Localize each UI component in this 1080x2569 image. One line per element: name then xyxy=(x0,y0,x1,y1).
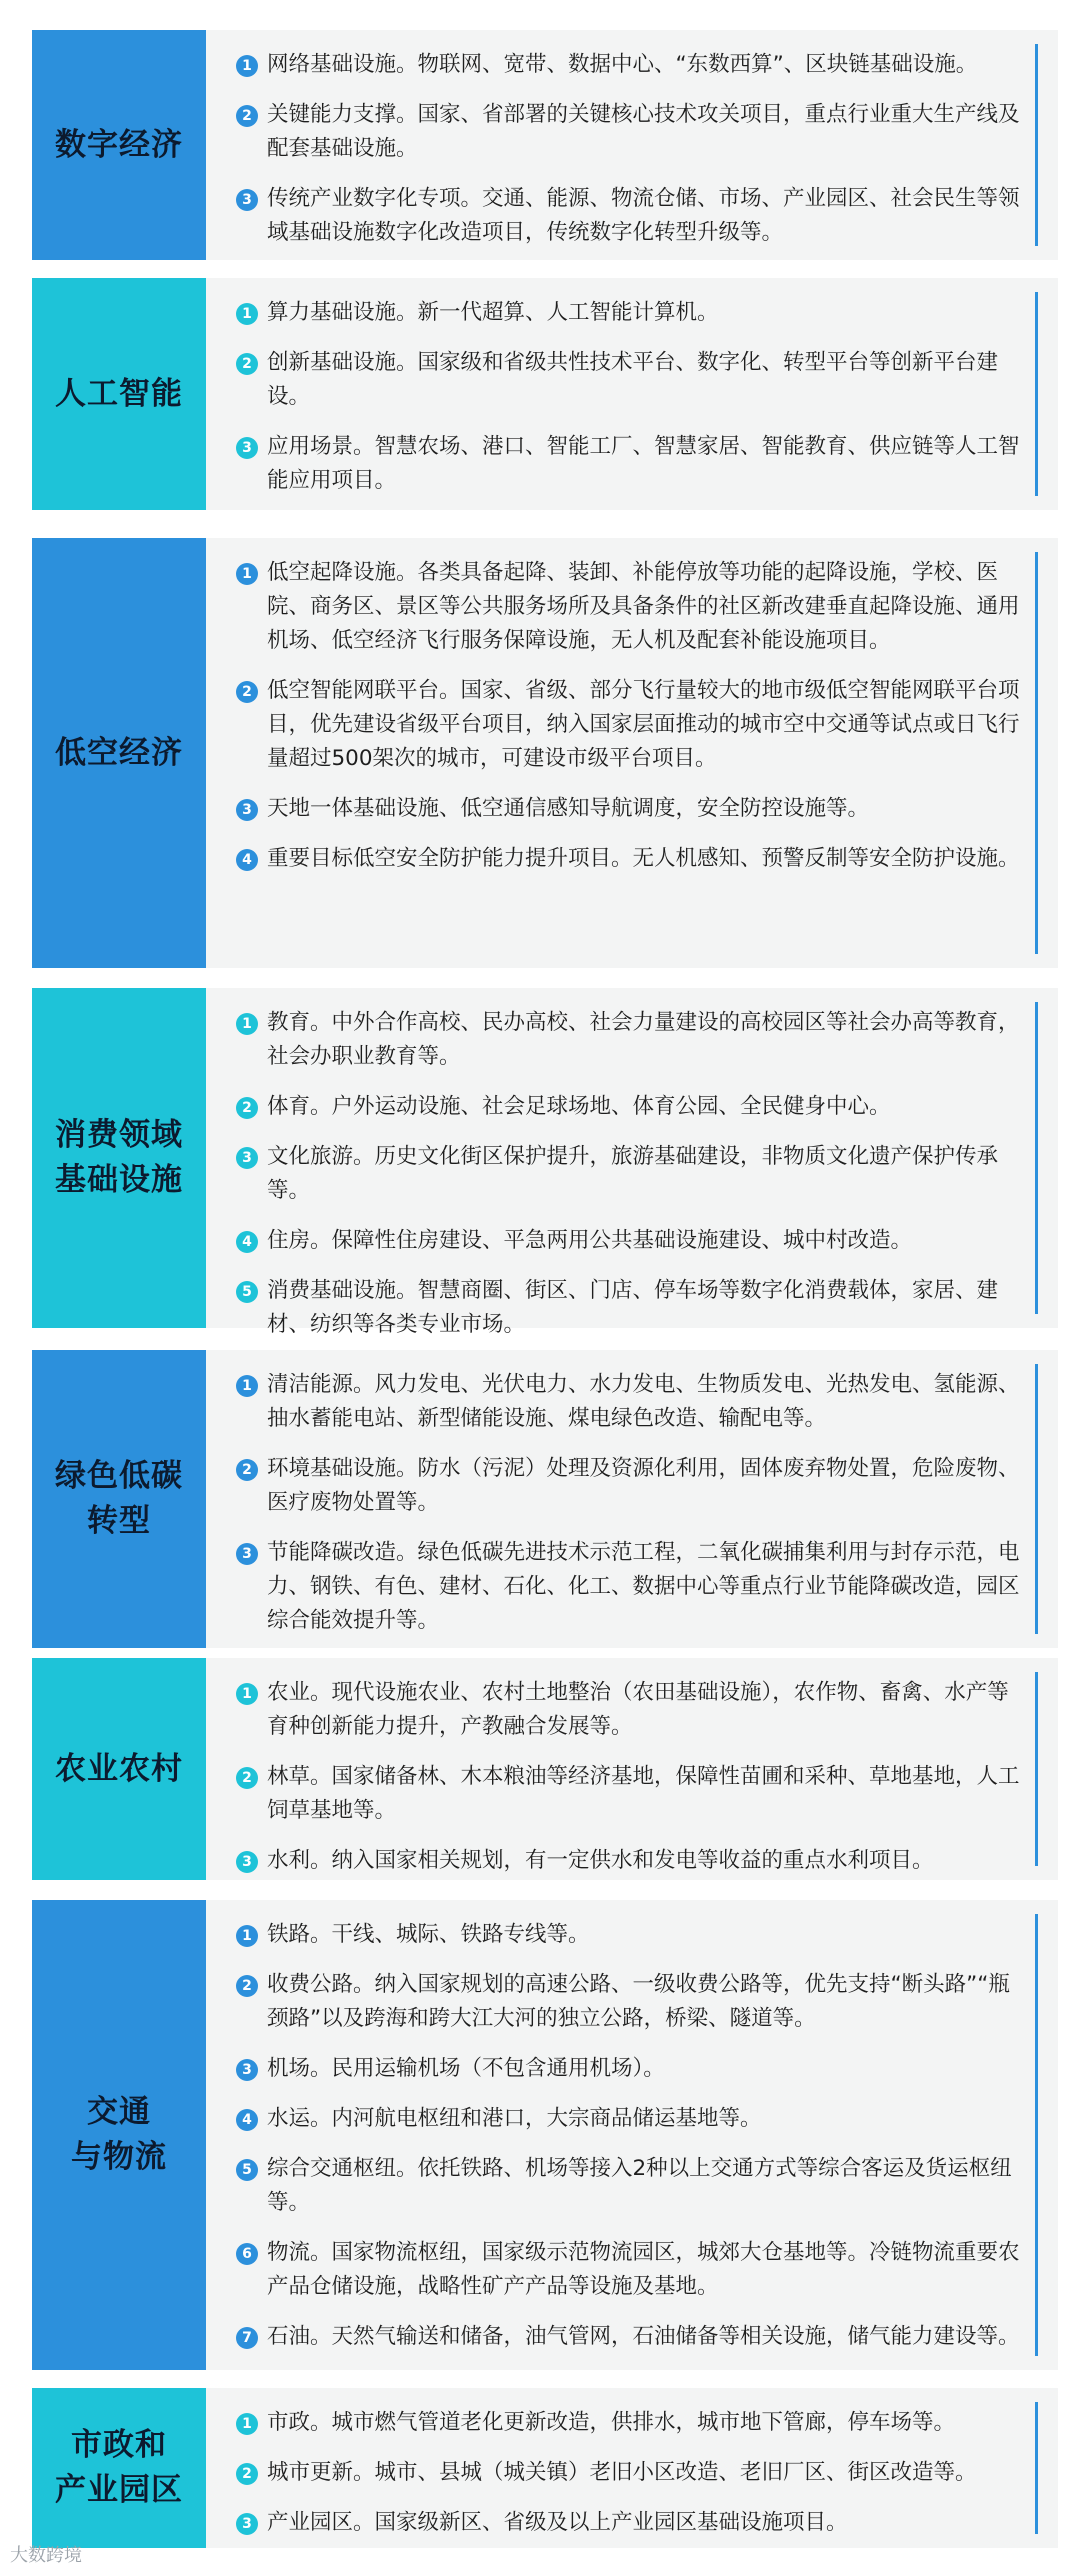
number-badge-icon: 2 xyxy=(236,105,258,127)
section-body xyxy=(206,538,1058,968)
number-badge-icon: 1 xyxy=(236,1683,258,1705)
section-label xyxy=(32,1350,206,1648)
number-badge-icon: 1 xyxy=(236,2413,258,2435)
item-text: 体育。户外运动设施、社会足球场地、体育公园、全民健身中心。 xyxy=(267,1094,891,1119)
item-text: 节能降碳改造。绿色低碳先进技术示范工程，二氧化碳捕集利用与封存示范，电力、钢铁、有色、建材、石化、化工、数据中心等重点行业节能降碳改造，园区综合能效提升等。 xyxy=(267,1540,1020,1633)
number-badge-icon: 2 xyxy=(236,2463,258,2485)
list-item xyxy=(236,1918,1028,1952)
number-badge-icon: 1 xyxy=(236,55,258,77)
section-label-line: 交通 xyxy=(87,2094,151,2130)
section-label xyxy=(32,538,206,968)
item-text: 算力基础设施。新一代超算、人工智能计算机。 xyxy=(267,300,719,325)
list-item xyxy=(236,1536,1028,1638)
number-badge-icon: 4 xyxy=(236,1231,258,1253)
section-3 xyxy=(32,538,1058,968)
list-item xyxy=(236,1090,1028,1124)
number-badge-icon: 3 xyxy=(236,799,258,821)
number-badge-icon: 3 xyxy=(236,2059,258,2081)
item-text: 应用场景。智慧农场、港口、智能工厂、智慧家居、智能教育、供应链等人工智能应用项目。 xyxy=(267,434,1020,493)
list-item xyxy=(236,2152,1028,2220)
number-badge-icon: 2 xyxy=(236,1097,258,1119)
section-body xyxy=(206,1900,1058,2370)
item-text: 农业。现代设施农业、农村土地整治（农田基础设施），农作物、畜禽、水产等育种创新能力提升，产教融合发展等。 xyxy=(267,1680,1009,1739)
item-text: 产业园区。国家级新区、省级及以上产业园区基础设施项目。 xyxy=(267,2510,848,2535)
number-badge-icon: 1 xyxy=(236,1375,258,1397)
section-label xyxy=(32,988,206,1328)
section-5 xyxy=(32,1350,1058,1648)
number-badge-icon: 1 xyxy=(236,1013,258,1035)
section-2 xyxy=(32,278,1058,510)
number-badge-icon: 3 xyxy=(236,1543,258,1565)
list-item xyxy=(236,1452,1028,1520)
number-badge-icon: 2 xyxy=(236,353,258,375)
list-item xyxy=(236,346,1028,414)
list-item xyxy=(236,2102,1028,2136)
number-badge-icon: 2 xyxy=(236,1459,258,1481)
number-badge-icon: 3 xyxy=(236,437,258,459)
section-7 xyxy=(32,1900,1058,2370)
section-body xyxy=(206,30,1058,260)
section-label xyxy=(32,1900,206,2370)
item-text: 水运。内河航电枢纽和港口，大宗商品储运基地等。 xyxy=(267,2106,762,2131)
item-text: 低空起降设施。各类具备起降、装卸、补能停放等功能的起降设施，学校、医院、商务区、景区等公共服务场所及具备条件的社区新改建垂直起降设施、通用机场、低空经济飞行服务保障设施，无人机及配套补能设施项目。 xyxy=(267,560,1020,653)
item-text: 重要目标低空安全防护能力提升项目。无人机感知、预警反制等安全防护设施。 xyxy=(267,846,1020,871)
item-text: 综合交通枢纽。依托铁路、机场等接入2种以上交通方式等综合客运及货运枢纽等。 xyxy=(267,2156,1012,2215)
list-item xyxy=(236,556,1028,658)
section-label-line: 与物流 xyxy=(71,2139,167,2175)
number-badge-icon: 2 xyxy=(236,681,258,703)
item-text: 收费公路。纳入国家规划的高速公路、一级收费公路等，优先支持“断头路”“瓶颈路”以及跨海和跨大江大河的独立公路，桥梁、隧道等。 xyxy=(267,1972,1010,2031)
section-6 xyxy=(32,1658,1058,1880)
number-badge-icon: 3 xyxy=(236,2513,258,2535)
item-text: 水利。纳入国家相关规划，有一定供水和发电等收益的重点水利项目。 xyxy=(267,1848,934,1873)
item-text: 市政。城市燃气管道老化更新改造，供排水，城市地下管廊，停车场等。 xyxy=(267,2410,956,2435)
item-text: 机场。民用运输机场（不包含通用机场）。 xyxy=(267,2056,665,2081)
section-label-line: 绿色低碳 xyxy=(55,1458,183,1494)
list-item xyxy=(236,1760,1028,1828)
section-label xyxy=(32,278,206,510)
item-text: 城市更新。城市、县城（城关镇）老旧小区改造、老旧厂区、街区改造等。 xyxy=(267,2460,977,2485)
list-item xyxy=(236,1006,1028,1074)
item-text: 关键能力支撑。国家、省部署的关键核心技术攻关项目，重点行业重大生产线及配套基础设施。 xyxy=(267,102,1020,161)
list-item xyxy=(236,1676,1028,1744)
section-body xyxy=(206,1658,1058,1880)
section-label-line: 市政和 xyxy=(71,2427,167,2463)
list-item xyxy=(236,430,1028,498)
section-label-line: 消费领域 xyxy=(55,1117,183,1153)
section-1 xyxy=(32,30,1058,260)
list-item xyxy=(236,1968,1028,2036)
section-body xyxy=(206,2388,1058,2548)
item-text: 传统产业数字化专项。交通、能源、物流仓储、市场、产业园区、社会民生等领域基础设施数字化改造项目，传统数字化转型升级等。 xyxy=(267,186,1020,245)
section-body xyxy=(206,278,1058,510)
item-text: 消费基础设施。智慧商圈、街区、门店、停车场等数字化消费载体，家居、建材、纺织等各类专业市场。 xyxy=(267,1278,999,1337)
item-text: 铁路。干线、城际、铁路专线等。 xyxy=(267,1922,590,1947)
number-badge-icon: 2 xyxy=(236,1767,258,1789)
item-text: 文化旅游。历史文化街区保护提升，旅游基础建设，非物质文化遗产保护传承等。 xyxy=(267,1144,999,1203)
item-text: 网络基础设施。物联网、宽带、数据中心、“东数西算”、区块链基础设施。 xyxy=(267,52,978,77)
section-label-line: 转型 xyxy=(87,1503,151,1539)
list-item xyxy=(236,842,1028,876)
number-badge-icon: 5 xyxy=(236,1281,258,1303)
number-badge-icon: 3 xyxy=(236,1147,258,1169)
list-item xyxy=(236,2456,1028,2490)
list-item xyxy=(236,792,1028,826)
list-item xyxy=(236,1224,1028,1258)
item-text: 低空智能网联平台。国家、省级、部分飞行量较大的地市级低空智能网联平台项目，优先建设省级平台项目，纳入国家层面推动的城市空中交通等试点或日飞行量超过500架次的城市，可建设市级平台项目。 xyxy=(267,678,1020,771)
list-item xyxy=(236,1274,1028,1342)
number-badge-icon: 1 xyxy=(236,303,258,325)
number-badge-icon: 4 xyxy=(236,849,258,871)
section-label-line: 人工智能 xyxy=(55,375,183,412)
watermark: 大数跨境 xyxy=(10,2545,82,2566)
list-item xyxy=(236,2236,1028,2304)
list-item xyxy=(236,674,1028,776)
section-label-line: 农业农村 xyxy=(55,1750,183,1787)
section-body xyxy=(206,988,1058,1337)
list-item xyxy=(236,182,1028,250)
number-badge-icon: 1 xyxy=(236,1925,258,1947)
number-badge-icon: 1 xyxy=(236,563,258,585)
section-label xyxy=(32,1658,206,1880)
number-badge-icon: 3 xyxy=(236,1851,258,1873)
item-text: 教育。中外合作高校、民办高校、社会力量建设的高校园区等社会办高等教育，社会办职业教育等。 xyxy=(267,1010,1020,1069)
list-item xyxy=(236,2320,1028,2354)
list-item xyxy=(236,2052,1028,2086)
item-text: 石油。天然气输送和储备，油气管网，石油储备等相关设施，储气能力建设等。 xyxy=(267,2324,1020,2349)
list-item xyxy=(236,2406,1028,2440)
list-item xyxy=(236,296,1028,330)
item-text: 天地一体基础设施、低空通信感知导航调度，安全防控设施等。 xyxy=(267,796,870,821)
section-label-line: 数字经济 xyxy=(55,126,183,163)
number-badge-icon: 4 xyxy=(236,2109,258,2131)
number-badge-icon: 3 xyxy=(236,189,258,211)
number-badge-icon: 5 xyxy=(236,2159,258,2181)
section-4 xyxy=(32,988,1058,1337)
list-item xyxy=(236,48,1028,82)
item-text: 清洁能源。风力发电、光伏电力、水力发电、生物质发电、光热发电、氢能源、抽水蓄能电站、新型储能设施、煤电绿色改造、输配电等。 xyxy=(267,1372,1020,1431)
item-text: 林草。国家储备林、木本粮油等经济基地，保障性苗圃和采种、草地基地，人工饲草基地等。 xyxy=(267,1764,1020,1823)
number-badge-icon: 2 xyxy=(236,1975,258,1997)
section-8 xyxy=(32,2388,1058,2548)
item-text: 环境基础设施。防水（污泥）处理及资源化利用，固体废弃物处置，危险废物、医疗废物处置等。 xyxy=(267,1456,1020,1515)
item-text: 住房。保障性住房建设、平急两用公共基础设施建设、城中村改造。 xyxy=(267,1228,913,1253)
number-badge-icon: 6 xyxy=(236,2243,258,2265)
list-item xyxy=(236,2506,1028,2540)
list-item xyxy=(236,1140,1028,1208)
list-item xyxy=(236,1844,1028,1878)
item-text: 物流。国家物流枢纽，国家级示范物流园区，城郊大仓基地等。冷链物流重要农产品仓储设施，战略性矿产产品等设施及基地。 xyxy=(267,2240,1020,2299)
section-label-line: 基础设施 xyxy=(55,1162,183,1198)
section-label-line: 产业园区 xyxy=(55,2472,183,2508)
item-text: 创新基础设施。国家级和省级共性技术平台、数字化、转型平台等创新平台建设。 xyxy=(267,350,999,409)
list-item xyxy=(236,98,1028,166)
section-label xyxy=(32,2388,206,2548)
section-body xyxy=(206,1350,1058,1648)
section-label-line: 低空经济 xyxy=(55,734,183,771)
list-item xyxy=(236,1368,1028,1436)
number-badge-icon: 7 xyxy=(236,2327,258,2349)
section-label xyxy=(32,30,206,260)
